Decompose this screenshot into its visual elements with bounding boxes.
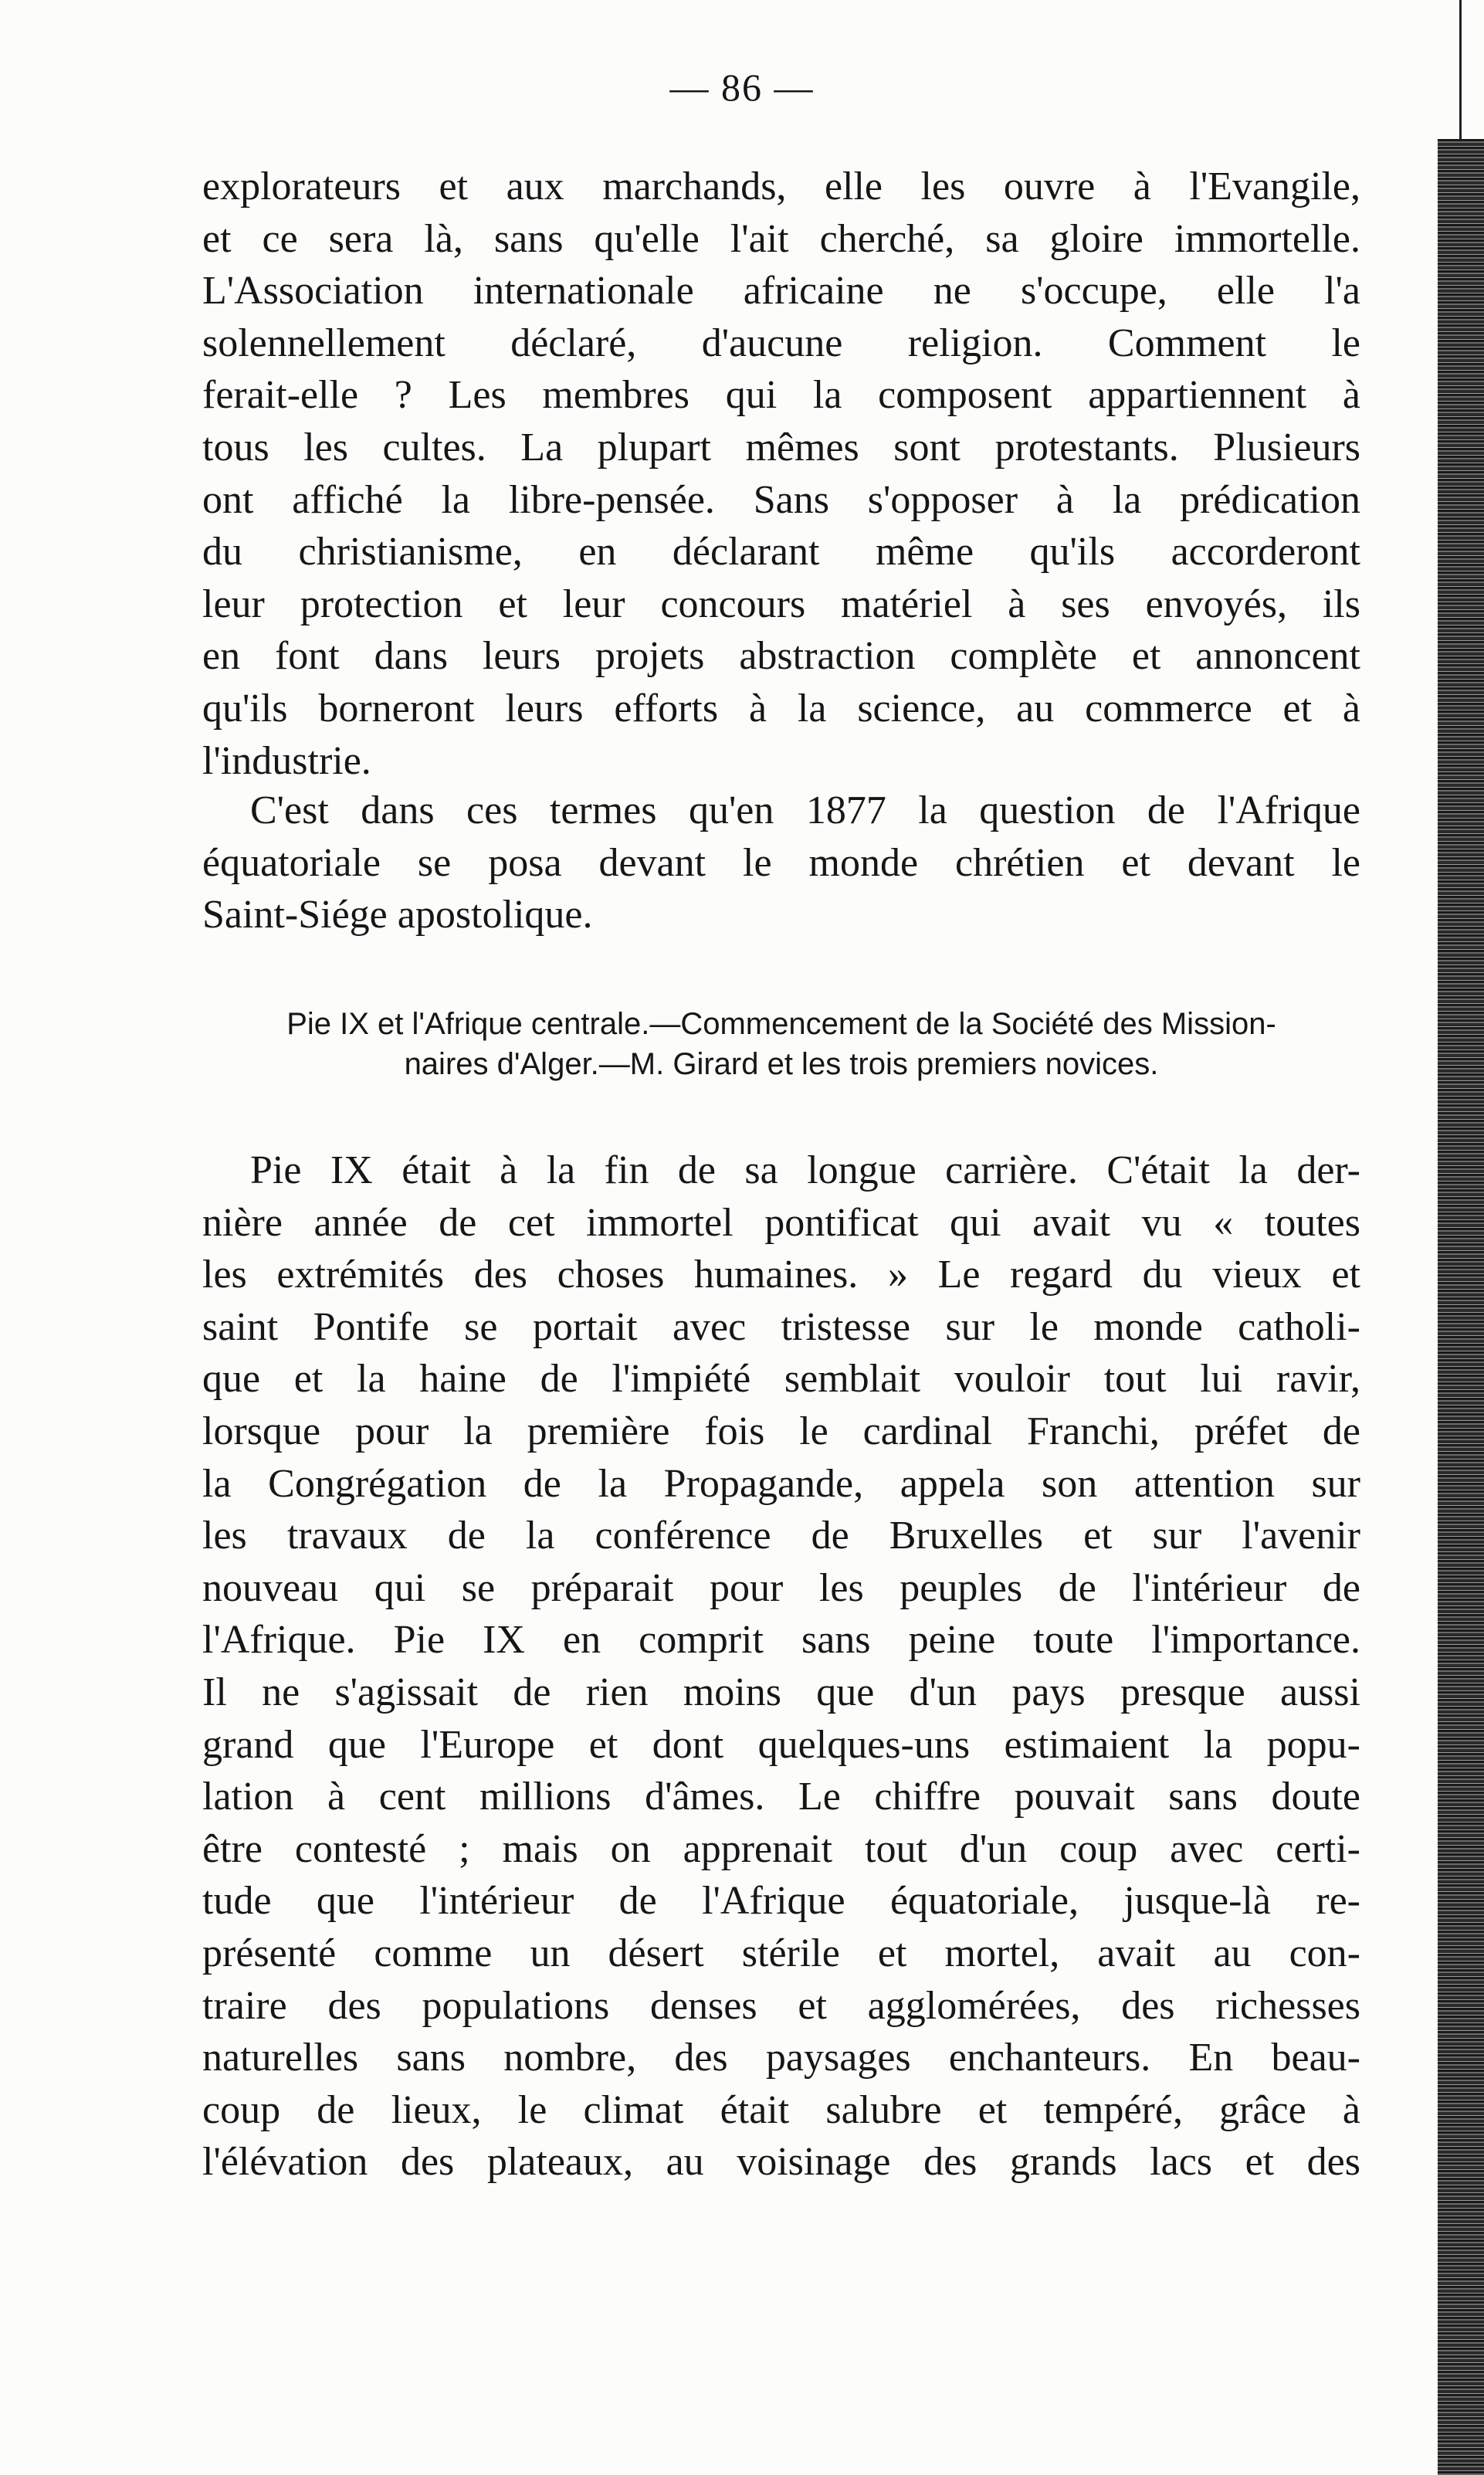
text-line: C'est dans ces termes qu'en 1877 la question de l'Afrique — [250, 788, 1360, 832]
text-line: L'Association internationale africaine ne s'occupe, elle l'a — [202, 269, 1360, 314]
paragraph-pie-ix — [202, 1144, 1360, 2189]
text-line: l'élévation des plateaux, au voisinage des grands lacs et des — [202, 2140, 1360, 2185]
text-line: naturelles sans nombre, des paysages enchanteurs. En beau- — [202, 2036, 1360, 2080]
text-line: Saint-Siége apostolique. — [202, 893, 593, 937]
text-line: du christianisme, en déclarant même qu'ils accorderont — [202, 530, 1360, 575]
text-line: leur protection et leur concours matériel à ses envoyés, ils — [202, 581, 1360, 626]
text-line: les extrémités des choses humaines. » Le regard du vieux et — [202, 1253, 1360, 1297]
text-line: la Congrégation de la Propagande, appela son attention sur — [202, 1461, 1360, 1506]
text-line: les travaux de la conférence de Bruxelles et sur l'avenir — [202, 1514, 1360, 1558]
text-line: l'industrie. — [202, 738, 371, 783]
text-line: solennellement déclaré, d'aucune religion. Comment le — [202, 320, 1360, 365]
page-number: — 86 — — [669, 66, 815, 109]
text-line: en font dans leurs projets abstraction complète et annoncent — [202, 634, 1360, 679]
text-line: tude que l'intérieur de l'Afrique équatoriale, jusque-là re- — [202, 1879, 1360, 1924]
text-line: ferait-elle ? Les membres qui la composent appartiennent à — [202, 373, 1360, 418]
text-line: qu'ils borneront leurs efforts à la science, au commerce et à — [202, 686, 1360, 731]
text-line: ont affiché la libre-pensée. Sans s'opposer à la prédication — [202, 477, 1360, 522]
scan-binding-edge — [1438, 0, 1484, 2475]
text-line: traire des populations denses et agglomérées, des richesses — [202, 1983, 1360, 2028]
text-line: nouveau qui se préparait pour les peuples de l'intérieur de — [202, 1565, 1360, 1610]
text-line: que et la haine de l'impiété semblait vouloir tout lui ravir, — [202, 1357, 1360, 1402]
text-line: Il ne s'agissait de rien moins que d'un pays presque aussi — [202, 1670, 1360, 1714]
text-line: l'Afrique. Pie IX en comprit sans peine toute l'importance. — [202, 1618, 1360, 1663]
text-line: grand que l'Europe et dont quelques-uns estimaient la popu- — [202, 1722, 1360, 1767]
text-line: saint Pontife se portait avec tristesse sur le monde catholi- — [202, 1304, 1360, 1349]
text-line: coup de lieux, le climat était salubre et tempéré, grâce à — [202, 2087, 1360, 2132]
text-line: présenté comme un désert stérile et mortel, avait au con- — [202, 1931, 1360, 1975]
section-heading — [202, 1004, 1360, 1084]
text-line: et ce sera là, sans qu'elle l'ait cherché, sa gloire immortelle. — [202, 216, 1360, 261]
text-line: tous les cultes. La plupart mêmes sont protestants. Plusieurs — [202, 425, 1360, 470]
text-line: lation à cent millions d'âmes. Le chiffre pouvait sans doute — [202, 1775, 1360, 1819]
paragraph-explorers — [202, 161, 1360, 787]
text-line: lorsque pour la première fois le cardinal Franchi, préfet de — [202, 1409, 1360, 1453]
text-line: être contesté ; mais on apprenait tout d'un coup avec certi- — [202, 1826, 1360, 1871]
text-line: équatoriale se posa devant le monde chrétien et devant le — [202, 840, 1360, 885]
heading-line: Pie IX et l'Afrique centrale.—Commencement de la Société des Mission- — [286, 1007, 1276, 1041]
heading-line: naires d'Alger.—M. Girard et les trois premiers novices. — [404, 1047, 1159, 1081]
text-line: explorateurs et aux marchands, elle les ouvre à l'Evangile, — [202, 164, 1360, 209]
paragraph-question-1877 — [202, 785, 1360, 941]
scan-edge-thin-line — [1459, 0, 1462, 139]
text-line: nière année de cet immortel pontificat qui avait vu « toutes — [202, 1200, 1360, 1245]
text-line: Pie IX était à la fin de sa longue carrière. C'était la der- — [250, 1148, 1360, 1192]
